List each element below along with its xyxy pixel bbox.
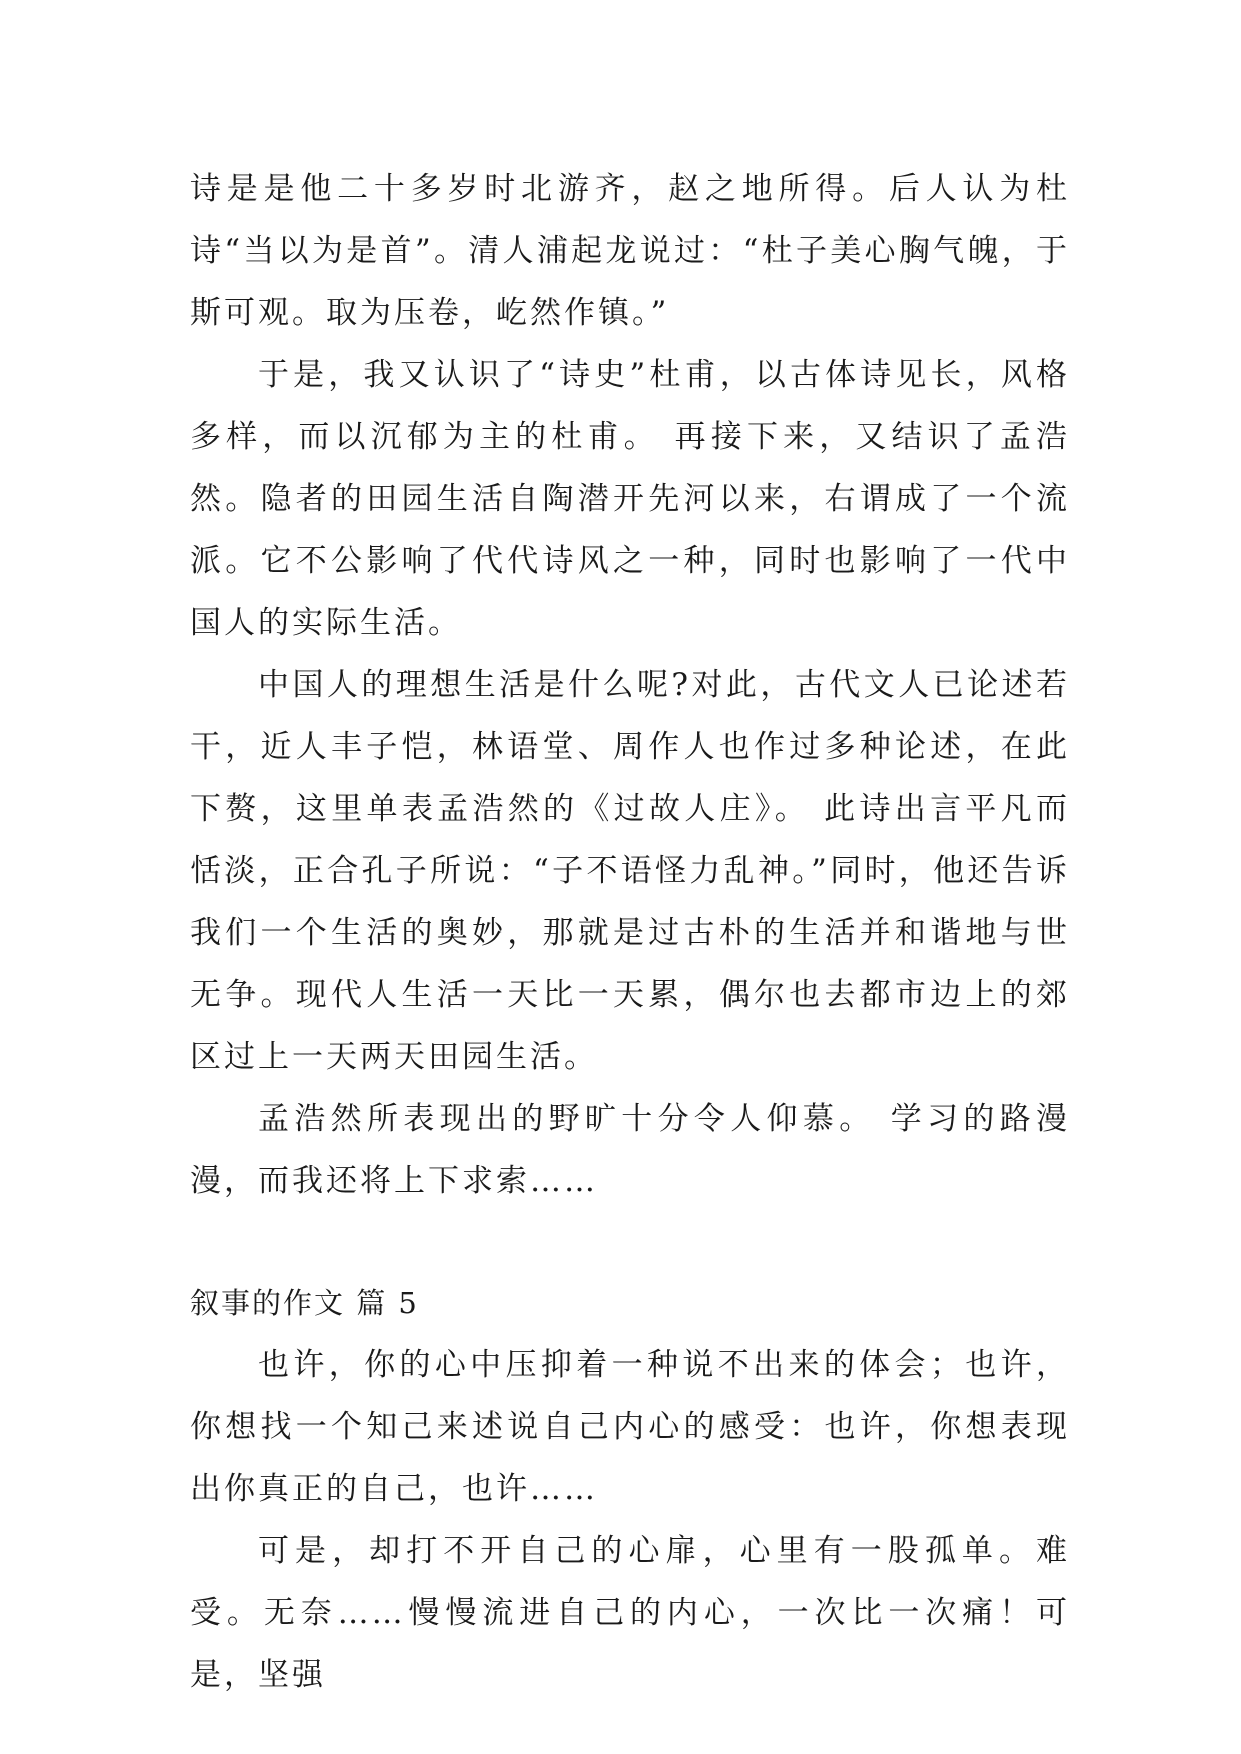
paragraph-5: 也许，你的心中压抑着一种说不出来的体会；也许，你想找一个知己来述说自己内心的感受：也许，你想表现出你真正的自己，也许…… (190, 1347, 1070, 1507)
paragraph-2: 于是，我又认识了“诗史”杜甫，以古体诗见长，风格多样，而以沉郁为主的杜甫。 再接下来，又结识了孟浩然。隐者的田园生活自陶潜开先河以来，右谓成了一个流派。它不公影响了代代诗风之一种，同时也影响了一代中国人的实际生活。 (190, 357, 1070, 641)
paragraph-4: 孟浩然所表现出的野旷十分令人仰慕。 学习的路漫漫，而我还将上下求索…… (190, 1101, 1070, 1199)
paragraph-3: 中国人的理想生活是什么呢?对此，古代文人已论述若干，近人丰子恺，林语堂、周作人也作过多种论述，在此下赘，这里单表孟浩然的《过故人庄》。 此诗出言平凡而恬淡，正合孔子所说：“子不语怪力乱神。”同时，他还告诉我们一个生活的奥妙，那就是过古朴的生活并和谐地与世无争。现代人生活一天比一天累，偶尔也去都市边上的郊区过上一天两天田园生活。 (190, 667, 1070, 1075)
paragraph-1: 诗是是他二十多岁时北游齐，赵之地所得。后人认为杜诗“当以为是首”。清人浦起龙说过：“杜子美心胸气魄，于斯可观。取为压卷，屹然作镇。” (190, 171, 1070, 331)
section-gap (190, 1212, 1070, 1272)
document-page (190, 158, 1070, 1706)
section-heading: 叙事的作文 篇 5 (190, 1286, 419, 1320)
paragraph-6: 可是，却打不开自己的心扉，心里有一股孤单。难受。无奈……慢慢流进自己的内心，一次比一次痛！可是，坚强 (190, 1533, 1070, 1693)
